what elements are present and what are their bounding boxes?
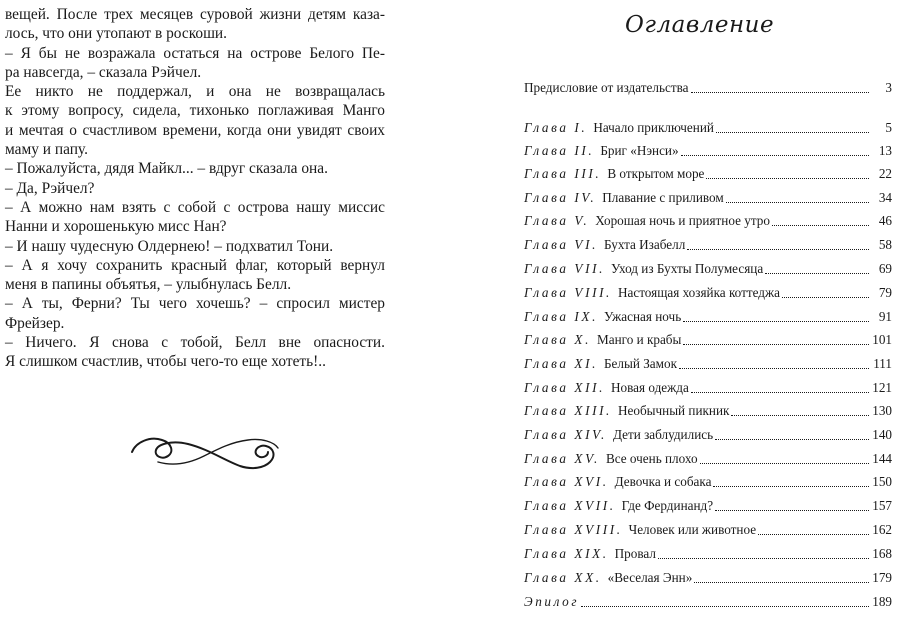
text-line: – Да, Рэйчел? (5, 179, 95, 197)
toc-title: Оглавление (625, 12, 775, 38)
toc-leader-dots (658, 557, 869, 559)
toc-leader-dots (700, 462, 869, 464)
toc-chapter-title: Новая одежда (610, 380, 689, 395)
toc-chapter-label: Глава XIII. (524, 403, 612, 418)
toc-chapter-title: Бухта Изабелл (603, 237, 686, 252)
toc-chapter-title: Уход из Бухты Полумесяца (610, 261, 764, 276)
toc-leader-dots (782, 296, 869, 298)
toc-chapter-title: Манго и крабы (596, 332, 682, 347)
toc-page-number: 79 (878, 285, 892, 300)
toc-chapter-title: Бриг «Нэнси» (600, 143, 679, 158)
toc-entry[interactable] (524, 378, 892, 396)
toc-page-number: 130 (872, 403, 892, 418)
toc-chapter-label: Глава XX. (524, 570, 602, 585)
toc-leader-dots (715, 509, 869, 511)
text-line: Я слишком счастлив, чтобы чего-то еще хотеть!.. (5, 353, 326, 371)
toc-page-number: 189 (872, 594, 892, 609)
toc-page-number: 162 (872, 522, 892, 537)
toc-page-number: 179 (872, 570, 892, 585)
toc-chapter-label: Глава V. (524, 213, 590, 228)
toc-leader-dots (716, 131, 869, 133)
toc-page-number: 157 (872, 498, 892, 513)
toc-entry[interactable] (524, 307, 892, 325)
toc-entry[interactable] (524, 259, 892, 277)
toc-chapter-label: Глава XIX. (524, 546, 609, 561)
toc-leader-dots (694, 581, 869, 583)
left-page (0, 0, 440, 621)
toc-chapter-label: Глава IV. (524, 190, 597, 205)
toc-chapter-label: Глава III. (524, 166, 602, 181)
toc-page-number: 91 (878, 309, 892, 324)
toc-leader-dots (726, 201, 869, 203)
toc-entry[interactable] (524, 164, 892, 182)
toc-entry[interactable] (524, 118, 892, 136)
text-line: ра навсегда, – сказала Рэйчел. (5, 63, 202, 81)
story-text (5, 5, 385, 372)
toc-entry[interactable] (524, 141, 892, 159)
text-line: маму и папу. (5, 141, 88, 159)
text-line: – Ничего. Я снова с тобой, Белл вне опасности. (5, 334, 385, 352)
toc-leader-dots (772, 224, 869, 226)
toc-entry[interactable] (524, 449, 892, 467)
toc-chapter-label: Глава VII. (524, 261, 605, 276)
toc-leader-dots (687, 248, 869, 250)
toc-entry[interactable] (524, 211, 892, 229)
toc-page-number: 150 (872, 474, 892, 489)
toc-page-number: 101 (872, 332, 892, 347)
toc-page-number: 22 (878, 166, 892, 181)
toc-entry[interactable] (524, 78, 892, 96)
toc-entry[interactable] (524, 520, 892, 538)
toc-chapter-label: Глава I. (524, 120, 588, 135)
toc-entry[interactable] (524, 283, 892, 301)
text-line: к этому вопросу, сидела, тихонько поглаживая Манго (5, 102, 385, 120)
toc-leader-dots (683, 320, 869, 322)
text-line: вещей. После трех месяцев суровой жизни детям каза- (5, 6, 385, 23)
text-line: меня в папины объятья, – улыбнулась Белл. (5, 276, 292, 294)
toc-chapter-title: Дети заблудились (612, 427, 714, 442)
toc-chapter-title: Плавание с приливом (602, 190, 724, 205)
toc-chapter-label: Глава XI. (524, 356, 598, 371)
toc-chapter-label: Эпилог (524, 594, 580, 609)
toc-chapter-title: Ужасная ночь (603, 309, 682, 324)
toc-chapter-title: Белый Замок (603, 356, 678, 371)
toc-entry[interactable] (524, 592, 892, 610)
text-line: – А можно нам взять с собой с острова нашу миссис (5, 198, 385, 216)
toc-chapter-label: Глава IX. (524, 309, 598, 324)
text-line: Нанни и хорошенькую мисс Нан? (5, 218, 227, 236)
toc-chapter-title: Все очень плохо (605, 451, 698, 466)
toc-leader-dots (681, 154, 869, 156)
toc-chapter-label: Глава XVII. (524, 498, 616, 513)
toc-chapter-label: Глава XIV. (524, 427, 607, 442)
toc-page-number: 168 (872, 546, 892, 561)
toc-leader-dots (691, 391, 869, 393)
toc-chapter-label: Глава X. (524, 332, 591, 347)
toc-page-number: 46 (878, 213, 892, 228)
text-line: – И нашу чудесную Олдернею! – подхватил Тони. (5, 237, 334, 255)
toc-chapter-label: Глава XV. (524, 451, 600, 466)
toc-chapter-label: Глава VIII. (524, 285, 612, 300)
toc-chapter-label: Глава XVI. (524, 474, 609, 489)
toc-leader-dots (715, 438, 869, 440)
toc-leader-dots (679, 367, 869, 369)
right-page (470, 0, 912, 621)
toc-leader-dots (758, 533, 869, 535)
text-line: лось, что они утопают в роскоши. (5, 25, 228, 43)
toc-leader-dots (691, 91, 870, 93)
toc-page-number: 121 (872, 380, 892, 395)
toc-chapter-label: Глава XII. (524, 380, 605, 395)
toc-chapter-title: Необычный пикник (617, 403, 730, 418)
toc-page-number: 13 (878, 143, 892, 158)
toc-chapter-label: Глава XVIII. (524, 522, 623, 537)
toc-page-number: 3 (885, 80, 892, 95)
toc-chapter-title: Человек или животное (628, 522, 757, 537)
toc-leader-dots (706, 177, 869, 179)
toc-leader-dots (581, 605, 869, 607)
toc-chapter-title: Предисловие от издательства (524, 80, 689, 95)
text-line: Ее никто не поддержал, и она не возвращалась (5, 83, 385, 101)
text-line: – Пожалуйста, дядя Майкл... – вдруг сказала она. (5, 160, 328, 178)
toc-entry[interactable] (524, 235, 892, 253)
toc-chapter-title: Настоящая хозяйка коттеджа (617, 285, 780, 300)
toc-entry[interactable] (524, 330, 892, 348)
toc-entry[interactable] (524, 354, 892, 372)
toc-page-number: 140 (872, 427, 892, 442)
text-line: и мечтая о счастливом времени, когда они увидят своих (5, 121, 385, 139)
toc-chapter-title: В открытом море (607, 166, 705, 181)
ornament-flourish-icon (128, 422, 288, 482)
toc-page-number: 69 (878, 261, 892, 276)
toc-chapter-label: Глава VI. (524, 237, 598, 252)
text-line: Фрейзер. (5, 314, 65, 332)
toc-chapter-title: «Веселая Энн» (607, 570, 693, 585)
toc-page-number: 144 (872, 451, 892, 466)
toc-entry[interactable] (524, 425, 892, 443)
text-line: – А я хочу сохранить красный флаг, который вернул (5, 256, 385, 274)
toc-entry[interactable] (524, 496, 892, 514)
toc-leader-dots (713, 485, 869, 487)
toc-entry[interactable] (524, 544, 892, 562)
toc-page-number: 111 (873, 356, 892, 371)
toc-leader-dots (731, 414, 869, 416)
toc-entry[interactable] (524, 568, 892, 586)
toc-chapter-title: Где Фердинанд? (621, 498, 714, 513)
toc-chapter-title: Провал (614, 546, 656, 561)
toc-chapter-label: Глава II. (524, 143, 595, 158)
text-line: – Я бы не возражала остаться на острове Белого Пе- (5, 44, 385, 62)
toc-chapter-title: Начало приключений (593, 120, 714, 135)
toc-leader-dots (765, 272, 869, 274)
toc-page-number: 5 (885, 120, 892, 135)
text-line: – А ты, Ферни? Ты чего хочешь? – спросил мистер (5, 295, 385, 313)
toc-entry[interactable] (524, 401, 892, 419)
toc-leader-dots (683, 343, 869, 345)
toc-entry[interactable] (524, 188, 892, 206)
toc-chapter-title: Хорошая ночь и приятное утро (595, 213, 770, 228)
toc-page-number: 58 (878, 237, 892, 252)
toc-entry[interactable] (524, 472, 892, 490)
toc-chapter-title: Девочка и собака (614, 474, 712, 489)
toc-page-number: 34 (878, 190, 892, 205)
